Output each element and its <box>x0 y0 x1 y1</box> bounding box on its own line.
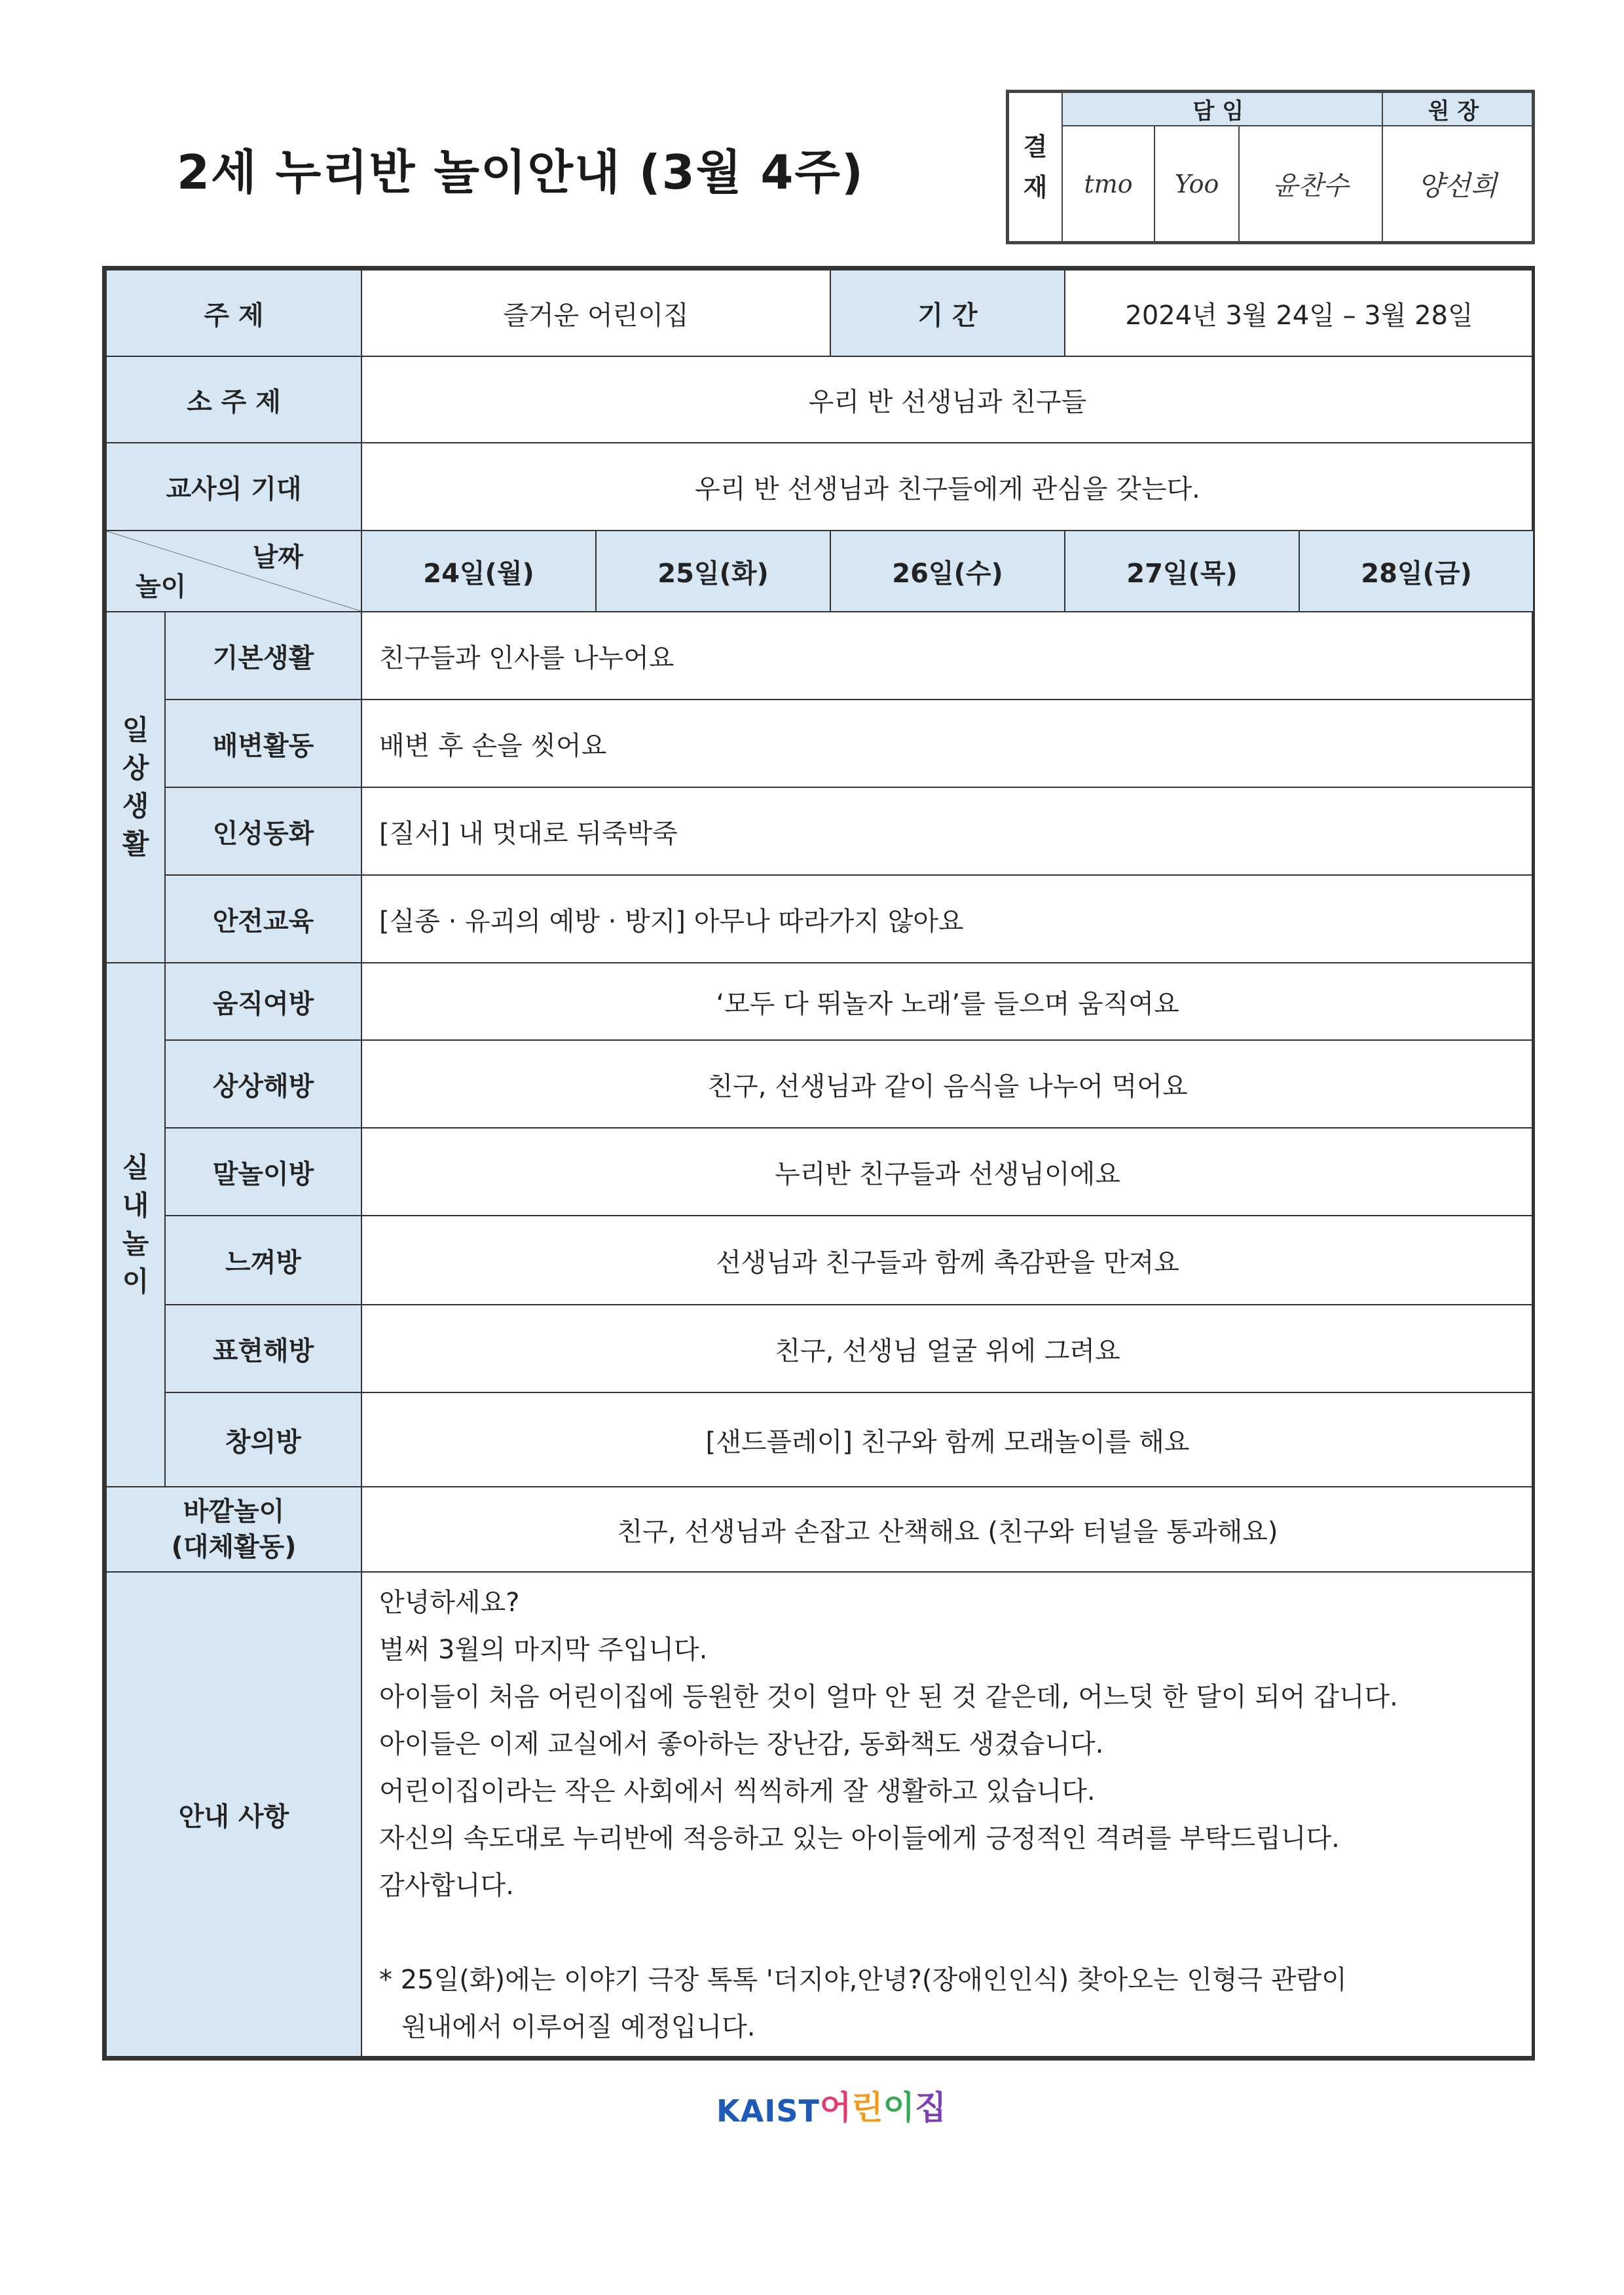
footnote-line-1: * 25일(화)에는 이야기 극장 톡톡 '더지야,안녕?(장애인인식) 찾아오는 인형극 관람이 <box>379 1965 1347 1995</box>
daily-row-value: 친구들과 인사를 나누어요 <box>361 612 1534 700</box>
date-play-corner <box>106 531 361 612</box>
indoor-row-label: 움직여방 <box>165 963 361 1040</box>
logo-daycare-text <box>820 2081 946 2129</box>
indoor-row-value: 친구, 선생님 얼굴 위에 그려요 <box>361 1305 1534 1392</box>
logo-letter: 집 <box>914 2089 947 2127</box>
daily-row-label: 인성동화 <box>165 787 361 875</box>
outdoor-label: 바깥놀이 (대체활동) <box>106 1487 361 1572</box>
logo-kaist-text: KAIST <box>716 2093 820 2129</box>
expectation-value: 우리 반 선생님과 친구들에게 관심을 갖는다. <box>361 443 1534 531</box>
indoor-row-label: 느껴방 <box>165 1216 361 1305</box>
notice-label: 안내 사항 <box>106 1572 361 2057</box>
daily-group-label: 일상생활 <box>106 612 165 963</box>
subtheme-value: 우리 반 선생님과 친구들 <box>361 356 1534 443</box>
director-header: 원장 <box>1382 92 1532 126</box>
daily-row-label: 배변활동 <box>165 700 361 787</box>
indoor-row-label: 말놀이방 <box>165 1128 361 1216</box>
logo-letter: 이 <box>883 2089 915 2127</box>
indoor-row-value: 친구, 선생님과 같이 음식을 나누어 먹어요 <box>361 1040 1534 1128</box>
play-label: 놀이 <box>136 572 187 602</box>
day-3: 26일(수) <box>830 531 1065 612</box>
day-2: 25일(화) <box>596 531 830 612</box>
page-title: 2세 누리반 놀이안내 (3월 4주) <box>177 145 864 200</box>
indoor-row-value: ‘모두 다 뛰놀자 노래’를 들으며 움직여요 <box>361 963 1534 1040</box>
notice-line: 아이들은 이제 교실에서 좋아하는 장난감, 동화책도 생겼습니다. <box>379 1729 1104 1759</box>
approval-box <box>1006 90 1535 244</box>
notice-line: 벌써 3월의 마지막 주입니다. <box>379 1635 708 1665</box>
notice-line: 어린이집이라는 작은 사회에서 씩씩하게 잘 생활하고 있습니다. <box>379 1776 1096 1806</box>
daily-row-label: 기본생활 <box>165 612 361 700</box>
day-1: 24일(월) <box>361 531 596 612</box>
notice-line: 자신의 속도대로 누리반에 적응하고 있는 아이들에게 긍정적인 격려를 부탁드립니다. <box>379 1823 1340 1854</box>
indoor-row-value: 누리반 친구들과 선생님이에요 <box>361 1128 1534 1216</box>
theme-value: 즐거운 어린이집 <box>361 270 830 356</box>
daily-row-value: 배변 후 손을 씻어요 <box>361 700 1534 787</box>
outdoor-value: 친구, 선생님과 손잡고 산책해요 (친구와 터널을 통과해요) <box>361 1487 1534 1572</box>
signature-2: Yoo <box>1154 126 1239 242</box>
daily-row-value: [질서] 내 멋대로 뒤죽박죽 <box>361 787 1534 875</box>
approval-label: 결 재 <box>1008 92 1062 242</box>
schedule-table <box>102 266 1535 2061</box>
signature-1: tmo <box>1062 126 1154 242</box>
period-label: 기 간 <box>830 270 1065 356</box>
daily-row-value: [실종 · 유괴의 예방 · 방지] 아무나 따라가지 않아요 <box>361 875 1534 963</box>
indoor-row-label: 상상해방 <box>165 1040 361 1128</box>
day-4: 27일(목) <box>1065 531 1299 612</box>
logo-letter: 린 <box>851 2089 883 2127</box>
indoor-row-value: [샌드플레이] 친구와 함께 모래놀이를 해요 <box>361 1392 1534 1487</box>
daily-row-label: 안전교육 <box>165 875 361 963</box>
indoor-row-label: 표현해방 <box>165 1305 361 1392</box>
subtheme-label: 소 주 제 <box>106 356 361 443</box>
indoor-row-value: 선생님과 친구들과 함께 촉감판을 만져요 <box>361 1216 1534 1305</box>
signature-3: 윤찬수 <box>1239 126 1382 242</box>
theme-label: 주 제 <box>106 270 361 356</box>
notice-line: 아이들이 처음 어린이집에 등원한 것이 얼마 안 된 것 같은데, 어느덧 한 달이 되어 갑니다. <box>379 1682 1398 1712</box>
expectation-label: 교사의 기대 <box>106 443 361 531</box>
notice-body <box>361 1572 1534 2057</box>
logo-letter: 어 <box>819 2089 852 2127</box>
date-label: 날짜 <box>252 542 303 572</box>
notice-line: 감사합니다. <box>379 1871 514 1901</box>
day-5: 28일(금) <box>1299 531 1534 612</box>
indoor-row-label: 창의방 <box>165 1392 361 1487</box>
period-value: 2024년 3월 24일 – 3월 28일 <box>1065 270 1534 356</box>
notice-line: 안녕하세요? <box>379 1588 520 1618</box>
footnote-line-2: 원내에서 이루어질 예정입니다. <box>401 2012 756 2042</box>
kaist-daycare-logo <box>716 2076 946 2129</box>
teacher-header: 담임 <box>1062 92 1382 126</box>
indoor-group-label: 실내놀이 <box>106 963 165 1487</box>
signature-4: 양선희 <box>1382 126 1532 242</box>
